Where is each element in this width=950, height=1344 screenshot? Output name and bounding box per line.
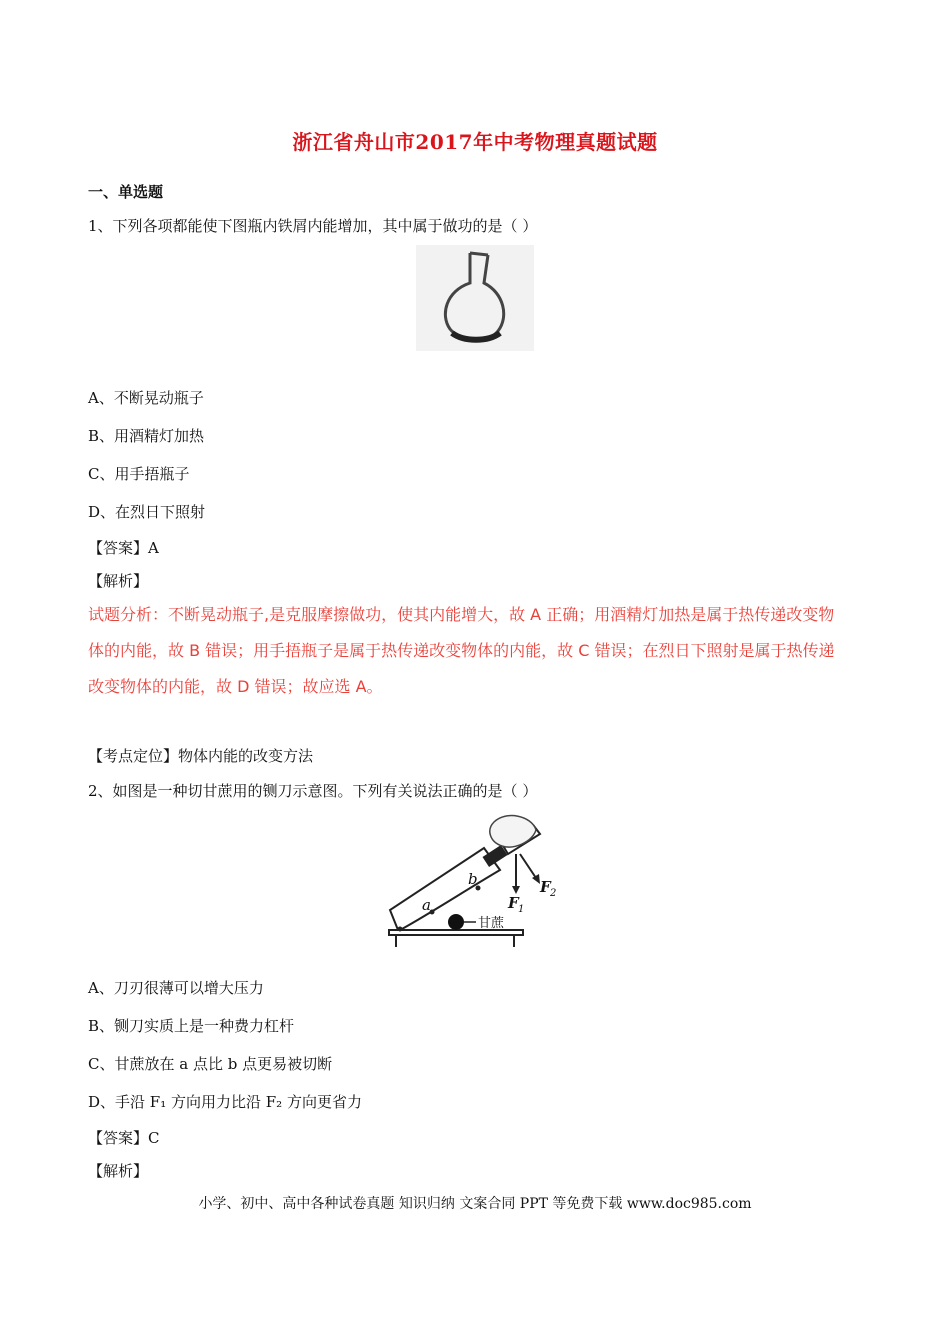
pivot: [398, 927, 403, 932]
q2-answer: 【答案】C: [88, 1129, 160, 1147]
label-f2: F: [540, 878, 551, 896]
q1-option-d: D、在烈日下照射: [88, 503, 206, 521]
force-f2: [520, 854, 536, 878]
label-f1: F: [508, 894, 519, 912]
page-title: 浙江省舟山市2017年中考物理真题试题: [292, 130, 658, 154]
q2-option-b: B、铡刀实质上是一种费力杠杆: [88, 1017, 295, 1035]
page-footer: 小学、初中、高中各种试卷真题 知识归纳 文案合同 PPT 等免费下载 www.doc985.com: [198, 1196, 752, 1212]
q1-analysis-line-3: 改变物体的内能，故 D 错误；故应选 A。: [88, 677, 383, 696]
q1-option-b: B、用酒精灯加热: [88, 427, 205, 445]
hand: [490, 816, 536, 847]
q1-point: 【考点定位】物体内能的改变方法: [88, 747, 314, 765]
section-heading: 一、单选题: [88, 183, 164, 201]
label-f2-sub: 2: [550, 888, 557, 899]
q2-option-c: C、甘蔗放在 a 点比 b 点更易被切断: [88, 1055, 333, 1073]
label-b: b: [468, 870, 478, 888]
question-1-stem: 1、下列各项都能使下图瓶内铁屑内能增加，其中属于做功的是（ ）: [88, 217, 538, 235]
q2-option-a: A、刀刃很薄可以增大压力: [88, 979, 264, 997]
q2-option-d: D、手沿 F₁ 方向用力比沿 F₂ 方向更省力: [88, 1093, 362, 1111]
sugarcane: [448, 914, 464, 930]
label-f1-sub: 1: [518, 904, 525, 915]
q1-option-a: A、不断晃动瓶子: [88, 389, 204, 407]
q2-analysis-label: 【解析】: [88, 1162, 149, 1180]
label-a: a: [422, 896, 431, 914]
cutter-figure: [386, 812, 564, 956]
q1-analysis-line-1: 试题分析：不断晃动瓶子,是克服摩擦做功，使其内能增大，故 A 正确；用酒精灯加热是属于热传递改变物: [88, 605, 835, 624]
q1-option-c: C、用手捂瓶子: [88, 465, 190, 483]
flask-mouth: [470, 253, 488, 255]
q1-analysis-label: 【解析】: [88, 572, 149, 590]
q1-answer: 【答案】A: [88, 539, 159, 557]
question-2-stem: 2、如图是一种切甘蔗用的铡刀示意图。下列有关说法正确的是（ ）: [88, 782, 538, 800]
q1-analysis-line-2: 体的内能，故 B 错误；用手捂瓶子是属于热传递改变物体的内能，故 C 错误；在烈日下照射是属于热传递: [88, 641, 835, 660]
label-cane: 甘蔗: [478, 916, 505, 931]
flask-figure-bg: [416, 245, 534, 351]
flask-figure: [416, 245, 534, 351]
